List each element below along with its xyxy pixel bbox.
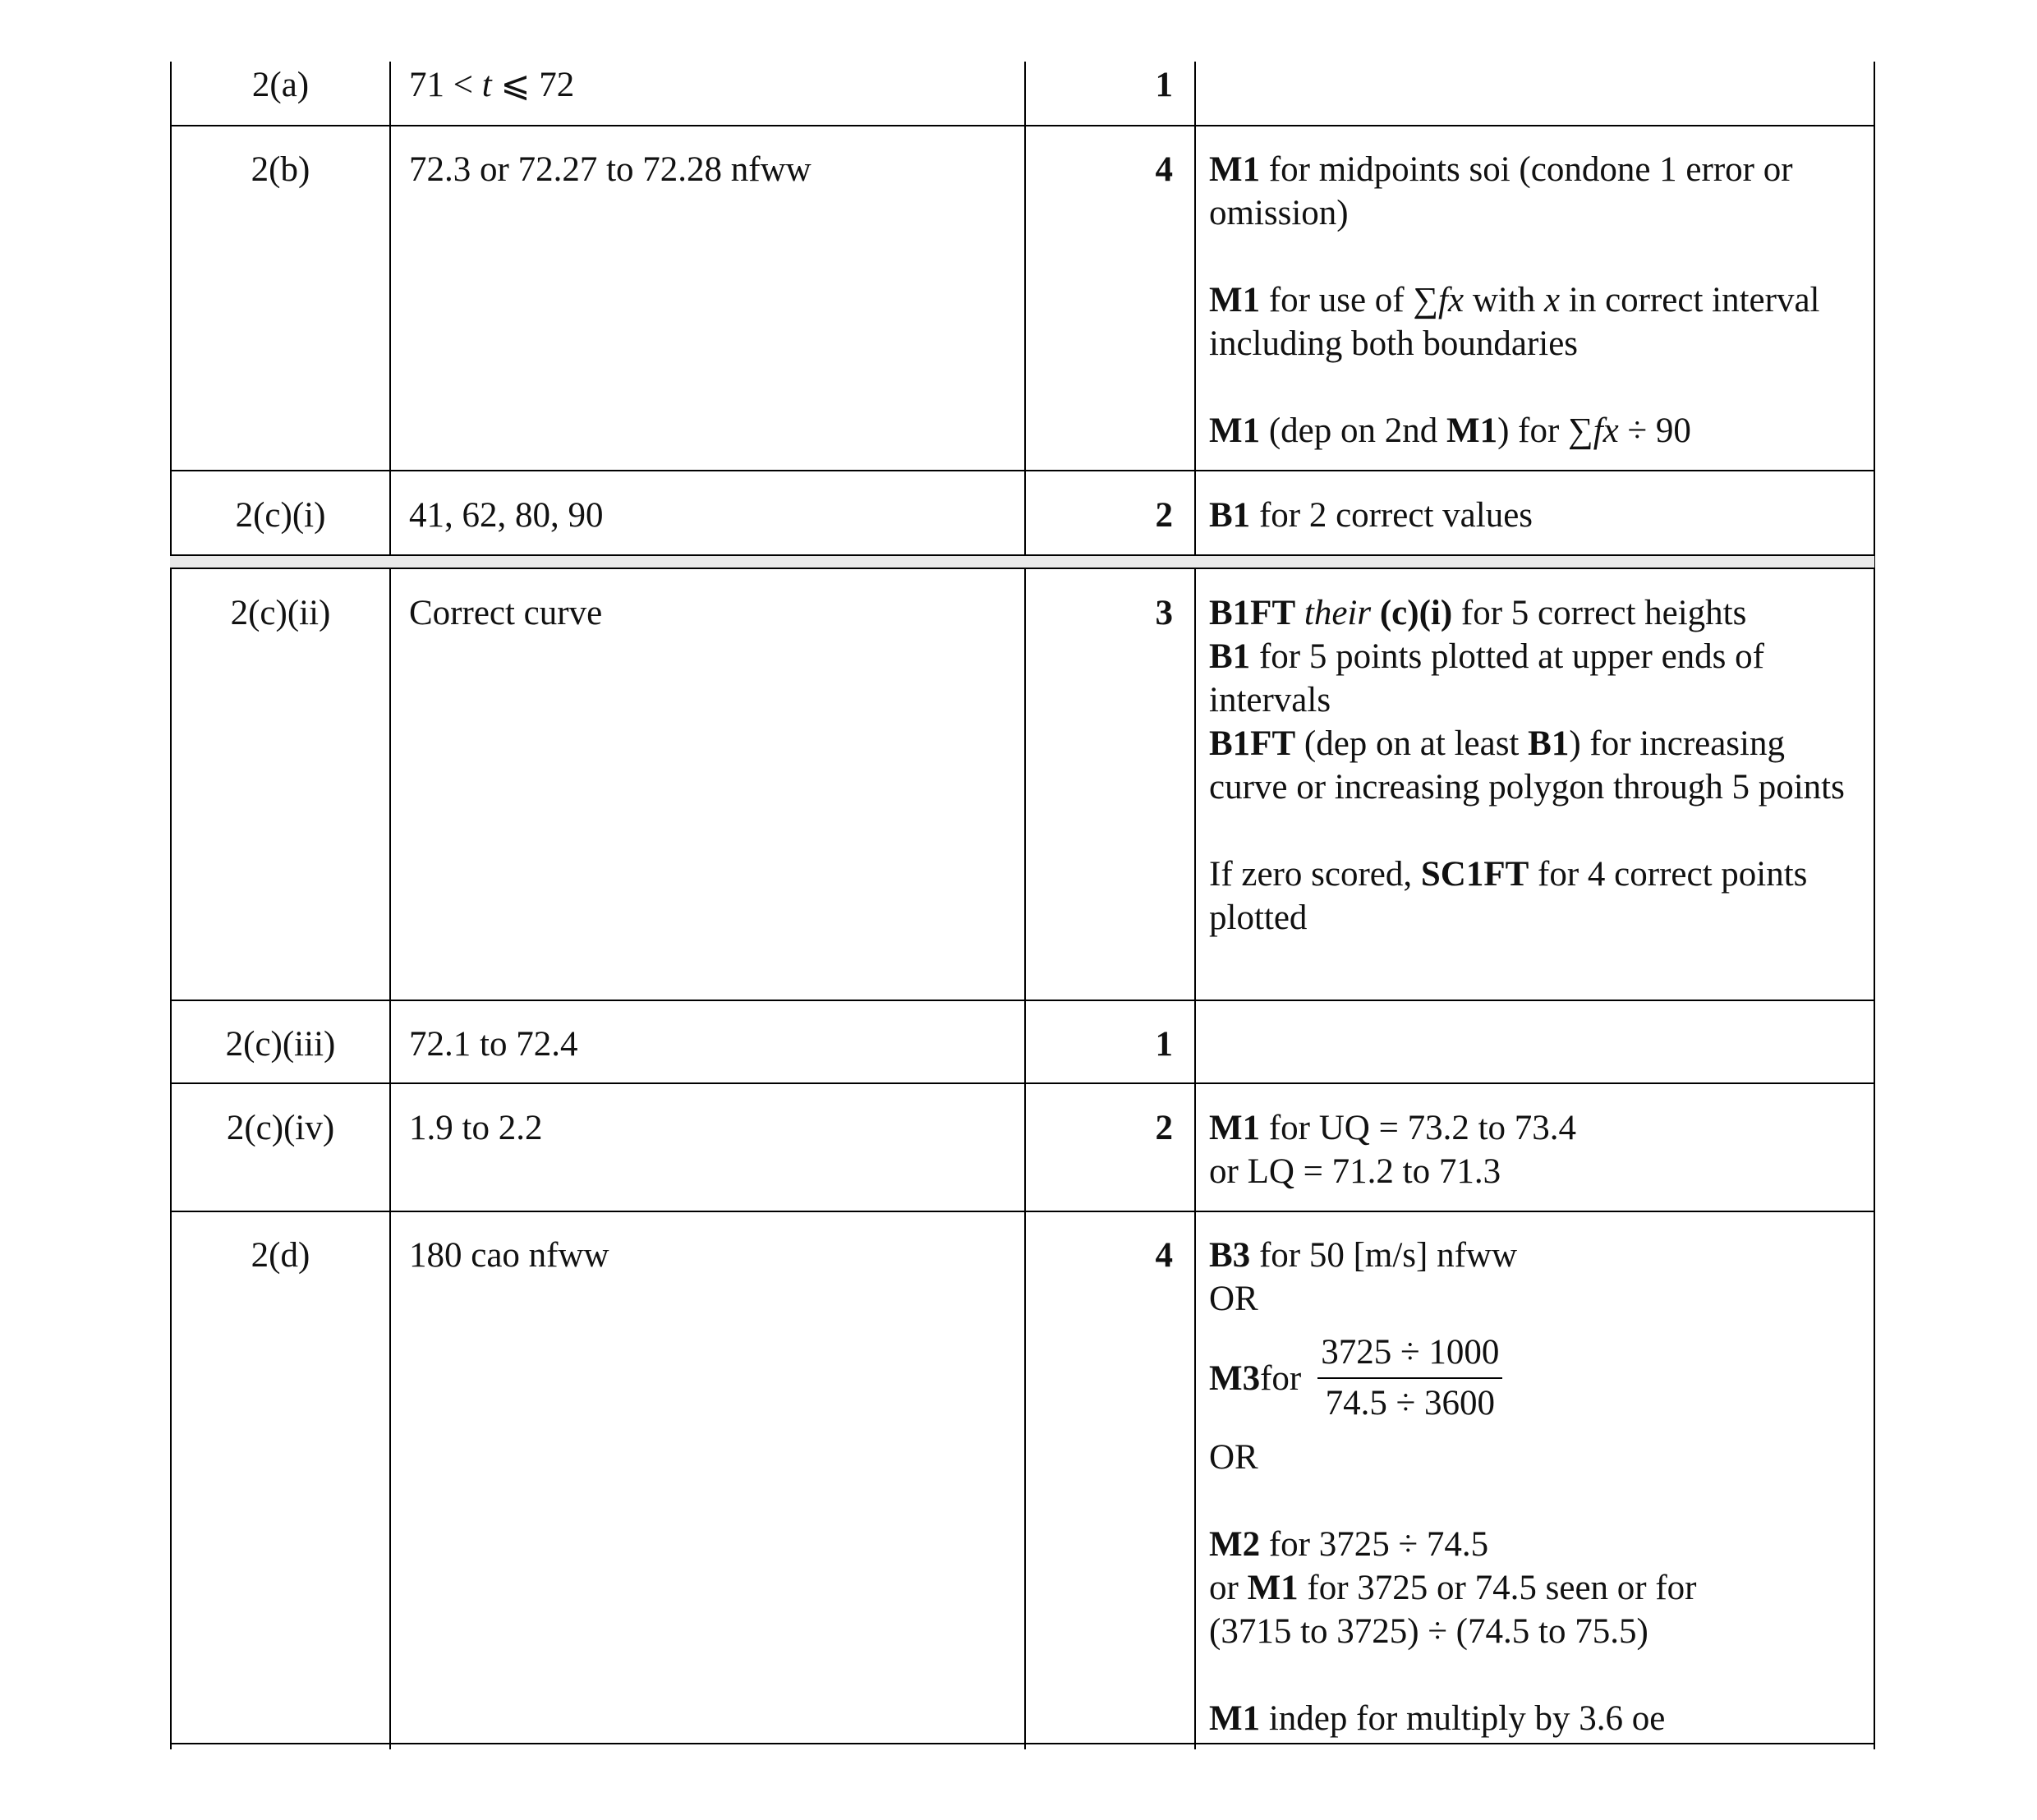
question-number: 2(b) bbox=[251, 150, 310, 189]
question-number: 2(c)(i) bbox=[235, 496, 326, 535]
partial-mark-line: or M1 for 3725 or 74.5 seen or for bbox=[1209, 1569, 1697, 1607]
partial-marks-cell bbox=[1209, 148, 1866, 453]
fraction-denominator: 74.5 ÷ 3600 bbox=[1325, 1384, 1495, 1422]
partial-mark-line: B1FT (dep on at least B1) for increasing curve or increasing polygon through 5 points bbox=[1209, 724, 1845, 807]
row-divider bbox=[170, 554, 1874, 556]
marks-cell: 1 bbox=[1155, 66, 1173, 104]
column-divider-question bbox=[389, 62, 391, 1749]
marks-cell: 4 bbox=[1155, 150, 1173, 189]
partial-mark-line: M1 (dep on 2nd M1) for ∑fx ÷ 90 bbox=[1209, 411, 1691, 450]
answer-cell: 1.9 to 2.2 bbox=[409, 1109, 543, 1147]
partial-marks-cell bbox=[1209, 591, 1866, 940]
partial-mark-line: B1 for 2 correct values bbox=[1209, 496, 1533, 535]
partial-mark-line: B3 for 50 [m/s] nfww bbox=[1209, 1236, 1518, 1275]
partial-mark-line: M2 for 3725 ÷ 74.5 bbox=[1209, 1525, 1489, 1564]
marks-cell: 2 bbox=[1155, 1109, 1173, 1147]
column-divider-answer bbox=[1024, 62, 1026, 1749]
partial-mark-line: B1 for 5 points plotted at upper ends of intervals bbox=[1209, 637, 1764, 719]
partial-mark-line: B1FT their (c)(i) for 5 correct heights bbox=[1209, 594, 1747, 632]
partial-mark-line: M1 for UQ = 73.2 to 73.4 bbox=[1209, 1109, 1577, 1147]
marks-cell: 4 bbox=[1155, 1236, 1173, 1275]
question-number: 2(c)(iii) bbox=[225, 1025, 336, 1064]
partial-marks-cell bbox=[1209, 1234, 1866, 1740]
partial-mark-line: M1 for midpoints soi (condone 1 error or omission) bbox=[1209, 150, 1793, 232]
answer-cell: 72.3 or 72.27 to 72.28 nfww bbox=[409, 150, 812, 189]
row-divider bbox=[170, 568, 1874, 569]
partial-marks-cell bbox=[1209, 1106, 1866, 1193]
or-separator: OR bbox=[1209, 1280, 1258, 1318]
row-divider bbox=[170, 470, 1874, 471]
marks-cell: 1 bbox=[1155, 1025, 1173, 1064]
marks-cell: 2 bbox=[1155, 496, 1173, 535]
answer-cell: 71 < t ⩽ 72 bbox=[409, 66, 575, 104]
row-divider bbox=[170, 1743, 1874, 1744]
question-number: 2(a) bbox=[251, 66, 310, 104]
partial-mark-line: or LQ = 71.2 to 71.3 bbox=[1209, 1152, 1501, 1191]
partial-mark-line: (3715 to 3725) ÷ (74.5 to 75.5) bbox=[1209, 1612, 1648, 1651]
answer-cell: Correct curve bbox=[409, 594, 603, 632]
marks-cell: 3 bbox=[1155, 594, 1173, 632]
answer-cell: 41, 62, 80, 90 bbox=[409, 496, 604, 535]
partial-mark-line: M1 indep for multiply by 3.6 oe bbox=[1209, 1699, 1666, 1738]
partial-marks-cell bbox=[1209, 494, 1866, 537]
or-separator: OR bbox=[1209, 1438, 1258, 1477]
partial-mark-line: If zero scored, SC1FT for 4 correct points plotted bbox=[1209, 855, 1808, 937]
partial-mark-line: M1 for use of ∑fx with x in correct interval including both boundaries bbox=[1209, 281, 1820, 363]
row-divider bbox=[170, 1000, 1874, 1001]
table-border-right bbox=[1874, 62, 1875, 1749]
question-number: 2(c)(ii) bbox=[230, 594, 331, 632]
fraction-numerator: 3725 ÷ 1000 bbox=[1317, 1335, 1502, 1379]
table-border-left bbox=[170, 62, 172, 1749]
answer-cell: 180 cao nfww bbox=[409, 1236, 609, 1275]
row-divider bbox=[170, 1082, 1874, 1084]
question-number: 2(c)(iv) bbox=[226, 1109, 335, 1147]
partial-mark-fraction-line: M3 for $\frac{3725 \div 1000}{74.5 \div 3600}$ bbox=[1209, 1321, 1866, 1436]
row-divider bbox=[170, 1211, 1874, 1212]
answer-cell: 72.1 to 72.4 bbox=[409, 1025, 578, 1064]
question-number: 2(d) bbox=[251, 1236, 310, 1275]
row-divider bbox=[170, 125, 1874, 126]
table-page-break-band bbox=[170, 556, 1874, 568]
column-divider-marks bbox=[1194, 62, 1196, 1749]
fraction bbox=[1317, 1335, 1502, 1422]
